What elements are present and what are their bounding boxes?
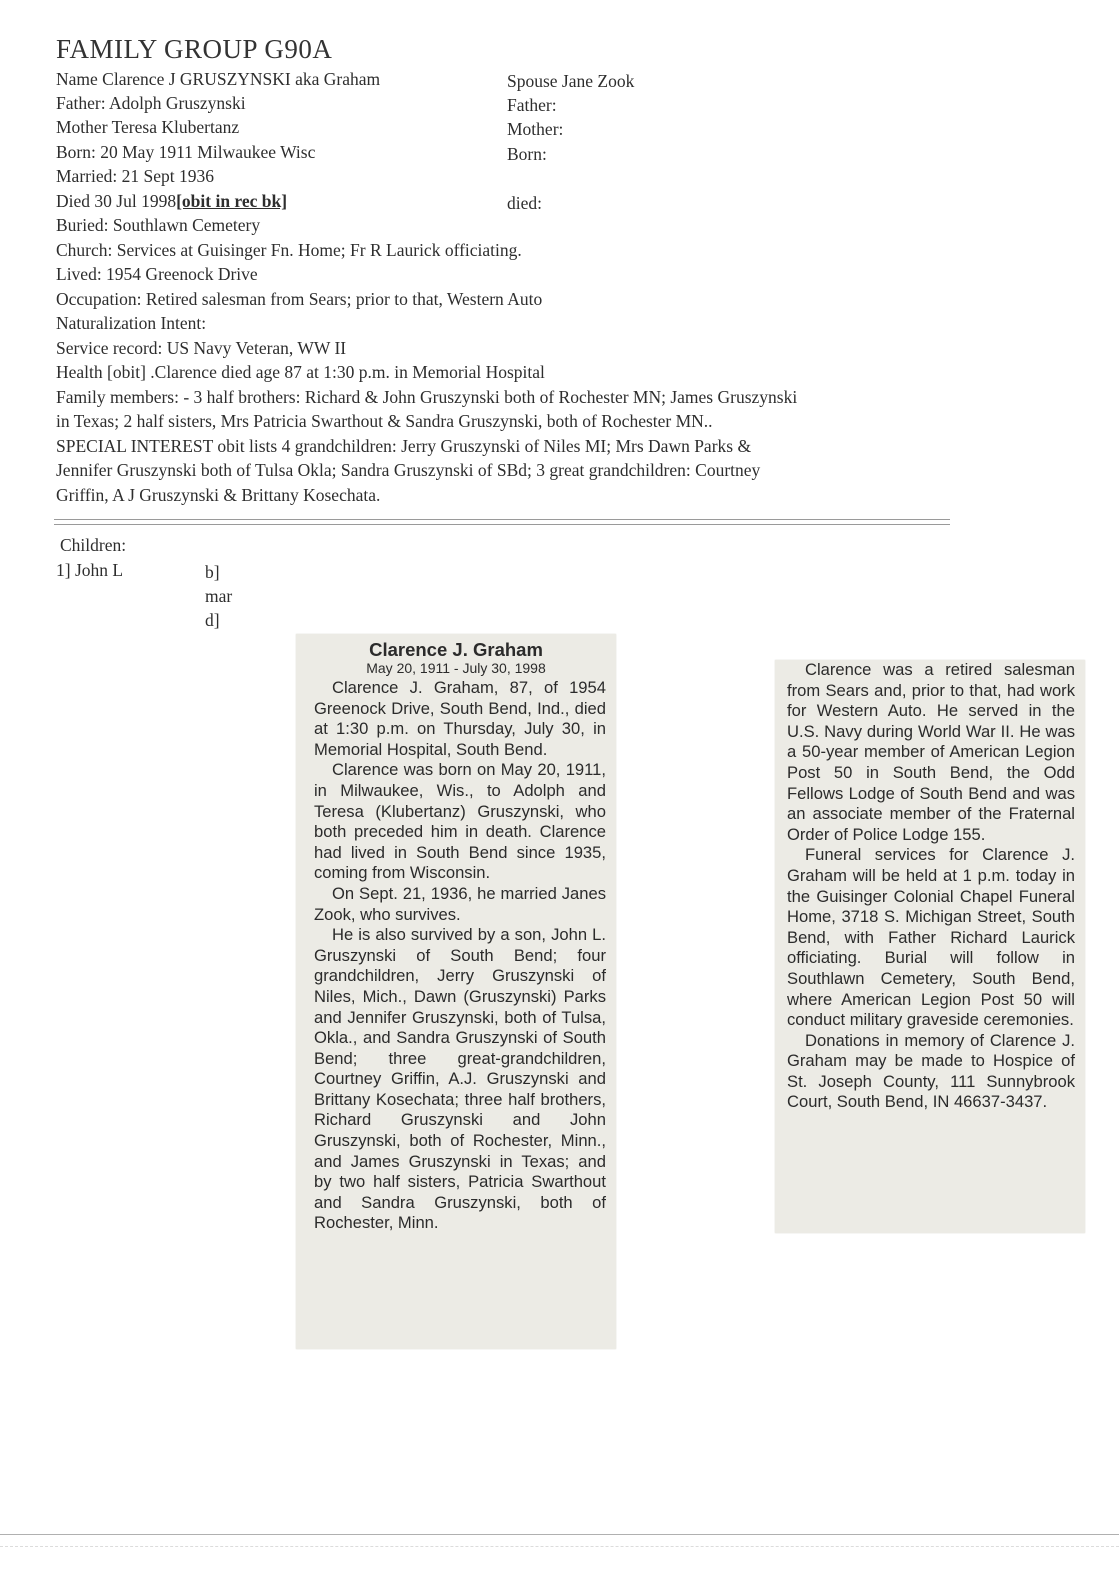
special-interest-line-2: Jennifer Gruszynski both of Tulsa Okla; Sandra Gruszynski of SBd; 3 great grandchildren: Courtney xyxy=(56,460,761,480)
child-born: b] xyxy=(205,562,220,582)
section-divider xyxy=(54,519,950,525)
obituary-clipping-left xyxy=(296,634,616,1349)
obituary-paragraph: On Sept. 21, 1936, he married Janes Zook, who survives. xyxy=(314,883,606,924)
child-died: d] xyxy=(205,610,220,630)
husband-died xyxy=(56,191,287,211)
obituary-paragraph: Clarence was a retired salesman from Sears and, prior to that, had work for Western Auto. He served in the U.S. Navy during World War II. He was a 50-year member of American Legion Post 50 in South Bend, the Odd Fellows Lodge of South Bend and was an associate member of the Fraternal Order of Police Lodge 155. xyxy=(787,660,1075,844)
husband-born: Born: 20 May 1911 Milwaukee Wisc xyxy=(56,142,316,162)
spouse-name: Spouse Jane Zook xyxy=(507,71,635,91)
husband-lived: Lived: 1954 Greenock Drive xyxy=(56,264,258,284)
husband-church: Church: Services at Guisinger Fn. Home; Fr R Laurick officiating. xyxy=(56,240,522,260)
obituary-paragraph: He is also survived by a son, John L. Gruszynski of South Bend; four grandchildren, Jerry Gruszynski of Niles, Mich., Dawn (Gruszynski) Parks and Jennifer Gruszynski, both of Tulsa, Okla., and Sandra Gruszynski of South Bend; three great-grandchildren, Courtney Griffin, A.J. Gruszynski and Brittany Kosechata; three half brothers, Richard Gruszynski and John Gruszynski, both of Rochester, Minn., and James Gruszynski in Texas; and by two half sisters, Patricia Swarthout and Sandra Gruszynski, both of Rochester, Minn. xyxy=(314,925,606,1233)
special-interest-line-1: SPECIAL INTEREST obit lists 4 grandchildren: Jerry Gruszynski of Niles MI; Mrs Dawn Parks & xyxy=(56,436,752,456)
husband-mother: Mother Teresa Klubertanz xyxy=(56,117,240,137)
husband-service: Service record: US Navy Veteran, WW II xyxy=(56,338,347,358)
husband-married: Married: 21 Sept 1936 xyxy=(56,166,214,186)
obituary-dates: May 20, 1911 - July 30, 1998 xyxy=(366,660,546,676)
husband-health: Health [obit] .Clarence died age 87 at 1:30 p.m. in Memorial Hospital xyxy=(56,362,545,382)
obituary-clipping-right xyxy=(775,660,1085,1233)
footer-divider-faint xyxy=(0,1546,1119,1547)
obituary-headline: Clarence J. Graham xyxy=(369,639,543,660)
obituary-paragraph: Donations in memory of Clarence J. Graham may be made to Hospice of St. Joseph County, 111 Sunnybrook Court, South Bend, IN 46637-3437. xyxy=(787,1030,1075,1112)
children-label: Children: xyxy=(60,535,127,555)
family-members-line-1: Family members: - 3 half brothers: Richard & John Gruszynski both of Rochester MN; James Gruszynski xyxy=(56,387,798,407)
obit-link[interactable]: [obit in rec bk] xyxy=(176,191,288,211)
spouse-mother: Mother: xyxy=(507,119,564,139)
obituary-paragraph: Funeral services for Clarence J. Graham will be held at 1 p.m. today in the Guisinger Colonial Chapel Funeral Home, 3718 S. Michigan Street, South Bend, with Father Richard Laurick officiating. Burial will follow in Southlawn Cemetery, South Bend, where American Legion Post 50 will conduct military graveside ceremonies. xyxy=(787,845,1075,1030)
husband-died-text: Died 30 Jul 1998 xyxy=(56,191,177,211)
page-title: FAMILY GROUP G90A xyxy=(56,34,333,64)
footer-divider xyxy=(0,1534,1119,1535)
spouse-died: died: xyxy=(507,193,542,213)
husband-naturalization: Naturalization Intent: xyxy=(56,313,207,333)
husband-father: Father: Adolph Gruszynski xyxy=(56,93,246,113)
obituary-paragraph: Clarence was born on May 20, 1911, in Milwaukee, Wis., to Adolph and Teresa (Klubertanz) Gruszynski, who both preceded him in death. Clarence had lived in South Bend since 1935, coming from Wisconsin. xyxy=(314,760,606,883)
obituary-paragraph: Clarence J. Graham, 87, of 1954 Greenock Drive, South Bend, Ind., died at 1:30 p.m. on Thursday, July 30, in Memorial Hospital, South Bend. xyxy=(314,678,606,759)
husband-buried: Buried: Southlawn Cemetery xyxy=(56,215,261,235)
husband-occupation: Occupation: Retired salesman from Sears; prior to that, Western Auto xyxy=(56,289,543,309)
husband-name: Name Clarence J GRUSZYNSKI aka Graham xyxy=(56,69,381,89)
family-members-line-2: in Texas; 2 half sisters, Mrs Patricia Swarthout & Sandra Gruszynski, both of Rochester MN.. xyxy=(56,411,713,431)
child-name: 1] John L xyxy=(56,560,124,580)
spouse-born: Born: xyxy=(507,144,547,164)
spouse-father: Father: xyxy=(507,95,557,115)
special-interest-line-3: Griffin, A J Gruszynski & Brittany Kosechata. xyxy=(56,485,381,505)
child-married: mar xyxy=(205,586,233,606)
